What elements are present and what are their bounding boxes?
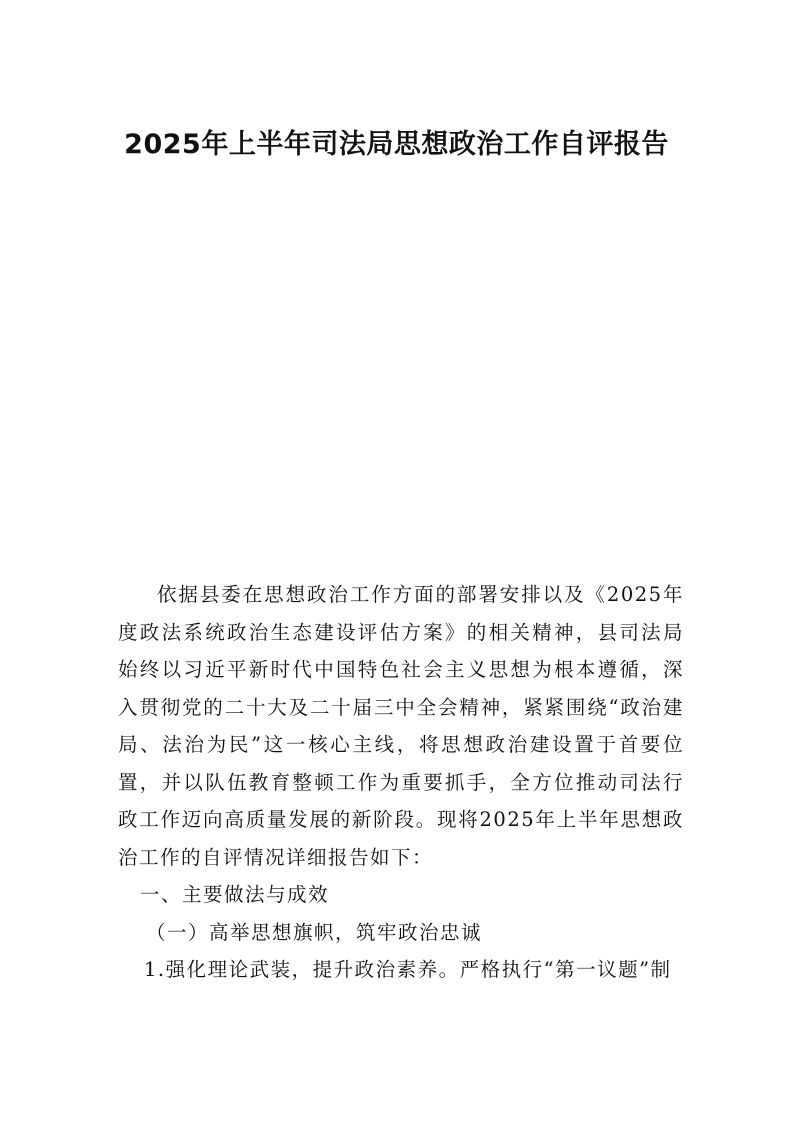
item-paragraph: 1.强化理论武装，提升政治素养。严格执行“第一议题”制 [144, 958, 672, 981]
document-title: 2025年上半年司法局思想政治工作自评报告 [124, 129, 669, 160]
subsection-heading: （一）高举思想旗帜，筑牢政治忠诚 [146, 920, 483, 944]
section-heading: 一、主要做法与成效 [140, 883, 330, 906]
intro-paragraph: 依据县委在思想政治工作方面的部署安排以及《2025年度政法系统政治生态建设评估方案》的相关精神，县司法局始终以习近平新时代中国特色社会主义思想为根本遵循，深入贯彻党的二十大及二十届三中全会精神，紧紧围绕“政治建局、法治为民”这一核心主线，将思想政治建设置于首要位置，并以队伍教育整顿工作为重要抓手，全方位推动司法行政工作迈向高质量发展的新阶段。现将2025年上半年思想政治工作的自评情况详细报告如下： [118, 583, 684, 869]
document-body [118, 576, 684, 989]
